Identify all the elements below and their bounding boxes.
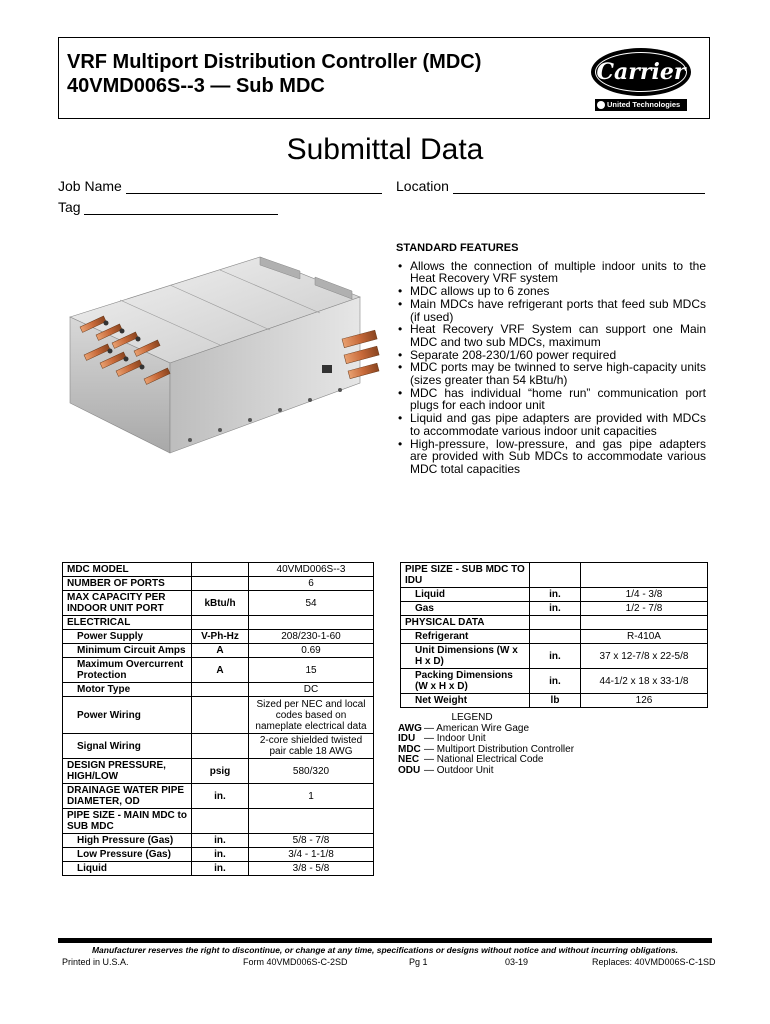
table-row: Refrigerant R-410A (401, 630, 708, 644)
table-row: Power Wiring Sized per NEC and local codes based on nameplate electrical data (63, 697, 374, 734)
table-row: PIPE SIZE - MAIN MDC to SUB MDC (63, 809, 374, 834)
table-row: Gas in. 1/2 - 7/8 (401, 602, 708, 616)
job-name-line[interactable] (126, 179, 382, 194)
ut-emblem-icon (597, 101, 605, 109)
table-row: Power Supply V-Ph-Hz 208/230-1-60 (63, 630, 374, 644)
footer-divider (58, 938, 712, 943)
footer-date: 03-19 (505, 957, 529, 967)
mdc-spec-table (62, 562, 374, 876)
feature-item: • Allows the connection of multiple indoor units to the Heat Recovery VRF system (396, 260, 706, 285)
title-line-1: VRF Multiport Distribution Controller (MDC) (67, 51, 482, 73)
table-row: ELECTRICAL (63, 616, 374, 630)
feature-item: • MDC allows up to 6 zones (396, 285, 706, 298)
feature-item: • Separate 208-230/1/60 power required (396, 349, 706, 362)
legend-row: IDU — Indoor Unit (398, 733, 486, 744)
features-heading: STANDARD FEATURES (396, 242, 519, 254)
job-name-field[interactable] (58, 178, 382, 194)
footer-form-number: Form 40VMD006S-C-2SD (243, 957, 348, 967)
footer-replaces: Replaces: 40VMD006S-C-1SD (592, 957, 716, 967)
feature-item: • Liquid and gas pipe adapters are provided with MDCs to accommodate various indoor unit capacities (396, 412, 706, 437)
table-row: Net Weight lb 126 (401, 694, 708, 708)
feature-item: • MDC has individual “home run” communication port plugs for each indoor unit (396, 387, 706, 412)
table-row: MDC MODEL 40VMD006S--3 (63, 563, 374, 577)
page-title: Submittal Data (286, 133, 484, 166)
feature-item: • MDC ports may be twinned to serve high-capacity units (sizes greater than 54 kBtu/h) (396, 361, 706, 386)
table-row: Maximum Overcurrent Protection A 15 (63, 658, 374, 683)
legend-row: AWG — American Wire Gage (398, 722, 530, 734)
logo-oval (591, 48, 691, 96)
table-row: Unit Dimensions (W x H x D) in. 37 x 12-7/8 x 22-5/8 (401, 644, 708, 669)
legend-row: NEC — National Electrical Code (398, 754, 544, 765)
table-row: DESIGN PRESSURE, HIGH/LOW psig 580/320 (63, 759, 374, 784)
legend-title: LEGEND (451, 712, 493, 723)
tag-field[interactable] (58, 199, 278, 215)
footer-page-number: Pg 1 (409, 957, 428, 967)
legend-row: ODU — Outdoor Unit (398, 764, 494, 776)
tag-label: Tag (58, 199, 81, 215)
job-name-label: Job Name (58, 178, 122, 194)
pipe-physical-table (400, 562, 708, 708)
logo-tagline: United Technologies (595, 99, 687, 111)
feature-item: • High-pressure, low-pressure, and gas pipe adapters are provided with Sub MDCs to accommodate various MDC total capacities (396, 438, 706, 476)
legend (398, 713, 574, 776)
feature-item: • Main MDCs have refrigerant ports that feed sub MDCs (if used) (396, 298, 706, 323)
document-title (67, 50, 481, 98)
feature-item: • Heat Recovery VRF System can support one Main MDC and two sub MDCs, maximum (396, 323, 706, 348)
table-row: Minimum Circuit Amps A 0.69 (63, 644, 374, 658)
table-row: High Pressure (Gas) in. 5/8 - 7/8 (63, 834, 374, 848)
location-line[interactable] (453, 179, 705, 194)
table-row: Low Pressure (Gas) in. 3/4 - 1-1/8 (63, 848, 374, 862)
table-row: MAX CAPACITY PER INDOOR UNIT PORT kBtu/h 54 (63, 591, 374, 616)
logo-wordmark: Carrier (596, 59, 686, 85)
features-list (396, 260, 706, 476)
table-row: NUMBER OF PORTS 6 (63, 577, 374, 591)
title-line-2: 40VMD006S--3 — Sub MDC (67, 75, 325, 97)
legend-row: MDC — Multiport Distribution Controller (398, 743, 575, 755)
standard-features (396, 242, 706, 476)
table-row: DRAINAGE WATER PIPE DIAMETER, OD in. 1 (63, 784, 374, 809)
table-row: PHYSICAL DATA (401, 616, 708, 630)
table-row: Packing Dimensions (W x H x D) in. 44-1/2 x 18 x 33-1/8 (401, 669, 708, 694)
tag-line[interactable] (84, 200, 278, 215)
location-label: Location (396, 178, 449, 194)
footer-printed: Printed in U.S.A. (62, 957, 129, 967)
table-row: Motor Type DC (63, 683, 374, 697)
footer-disclaimer: Manufacturer reserves the right to discontinue, or change at any time, specifications or designs without notice and without incurring obligations. (91, 945, 679, 955)
table-row: Liquid in. 3/8 - 5/8 (63, 862, 374, 876)
header-box (58, 37, 710, 119)
table-row: Liquid in. 1/4 - 3/8 (401, 588, 708, 602)
table-row: Signal Wiring 2-core shielded twisted pair cable 18 AWG (63, 734, 374, 759)
table-row: PIPE SIZE - SUB MDC TO IDU (401, 563, 708, 588)
mdc-unit-illustration (60, 255, 380, 455)
location-field[interactable] (396, 178, 705, 194)
carrier-logo (587, 46, 695, 112)
